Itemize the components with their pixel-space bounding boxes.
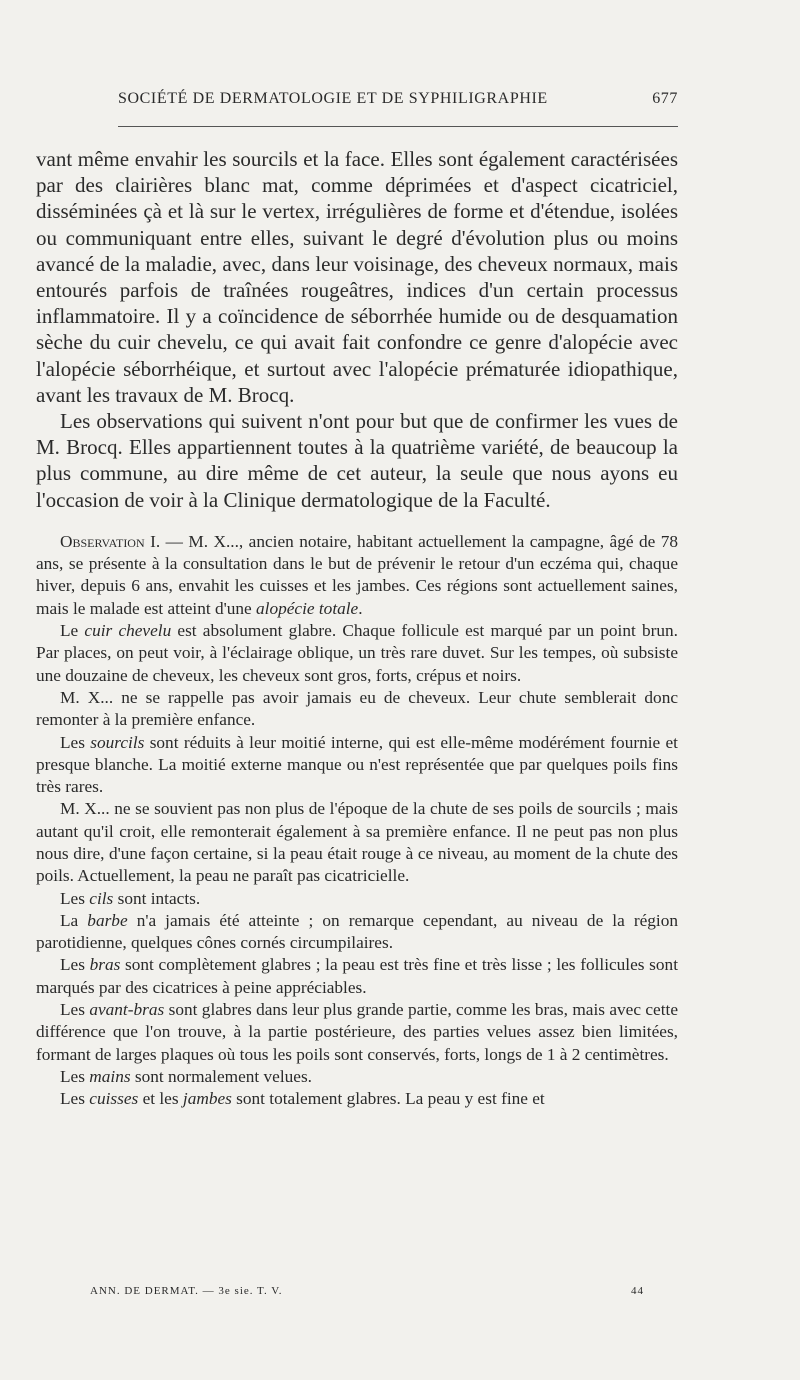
observation-paragraph: Observation I. — M. X..., ancien notaire, habitant actuellement la campagne, âgé de 78 ans, se présente à la consultation dans le but de prévenir le retour d'un eczéma qui, chaque hiver, depuis 6 ans, envahit les cuisses et les jambes. Ces régions sont actuellement saines, mais le malade est atteint d'une alopécie totale. [36,531,678,618]
paragraph: Les cils sont intacts. [60,888,201,908]
paragraph: Les bras sont complètement glabres ; la peau est très fine et très lisse ; les follicules sont marqués par des cicatrices à peine appréciables. [36,955,678,997]
running-head [118,90,678,108]
page-number: 677 [652,90,678,107]
paragraph: vant même envahir les sourcils et la face. Elles sont également caractérisées par des clairières blanc mat, comme déprimées et d'aspect cicatriciel, disséminées çà et là sur le vertex, irrégulières de forme et d'étendue, isolées ou communiquant entre elles, suivant le degré d'évolution plus ou moins avancé de la maladie, avec, dans leur voisinage, des cheveux normaux, mais entourés parfois de traînées rougeâtres, indices d'un certain processus inflammatoire. Il y a coïncidence de séborrhée humide ou de desquamation sèche du cuir chevelu, ce qui avait fait confondre ce genre d'alopécie avec l'alopécie séborrhéique, et surtout avec l'alopécie prématurée idiopathique, avant les travaux de M. Brocq. [36,147,678,407]
sheet-number: 44 [631,1285,644,1297]
paragraph: Les avant-bras sont glabres dans leur plus grande partie, comme les bras, mais avec cette différence que l'on trouve, à la partie postérieure, des parties velues assez bien limitées, formant de larges plaques où tous les poils sont conservés, forts, longs de 1 à 2 centimètres. [36,1000,678,1064]
header-rule [118,126,678,127]
page-footer [90,1285,644,1297]
observation-label: Observation I. [60,531,161,551]
section-gap [36,513,678,531]
running-title: SOCIÉTÉ DE DERMATOLOGIE ET DE SYPHILIGRAPHIE [118,90,548,107]
paragraph: Les mains sont normalement velues. [60,1066,312,1086]
paragraph: La barbe n'a jamais été atteinte ; on remarque cependant, au niveau de la région parotidienne, quelques cônes cornés circumpilaires. [36,910,678,953]
paragraph: Les observations qui suivent n'ont pour but que de confirmer les vues de M. Brocq. Elles appartiennent toutes à la quatrième variété, de beaucoup la plus commune, au dire même de cet auteur, la seule que nous ayons eu l'occasion de voir à la Clinique dermatologique de la Faculté. [36,409,678,512]
paragraph: Le cuir chevelu est absolument glabre. Chaque follicule est marqué par un point brun. Par places, on peut voir, à l'éclairage oblique, un très rare duvet. Sur les tempes, où subsiste une douzaine de cheveux, les cheveux sont gros, forts, crépus et noirs. [36,621,678,685]
footer-signature: ANN. DE DERMAT. — 3e sie. T. V. [90,1285,283,1297]
paragraph: Les sourcils sont réduits à leur moitié interne, qui est elle-même modérément fournie et presque blanche. La moitié externe manque ou n'est représentée que par quelques poils fins très rares. [36,732,678,797]
paragraph: M. X... ne se souvient pas non plus de l'époque de la chute de ses poils de sourcils ; mais autant qu'il croit, elle remonterait également à sa première enfance. Il ne peut pas non plus nous dire, d'une façon certaine, si la peau était rouge à ce niveau, au moment de la chute des poils. Actuellement, la peau ne paraît pas cicatricielle. [36,799,678,886]
paragraph: Les cuisses et les jambes sont totalement glabres. La peau y est fine et [60,1089,545,1109]
paragraph: M. X... ne se rappelle pas avoir jamais eu de cheveux. Leur chute semblerait donc remonter à la première enfance. [36,687,678,730]
body-text [36,146,678,1111]
